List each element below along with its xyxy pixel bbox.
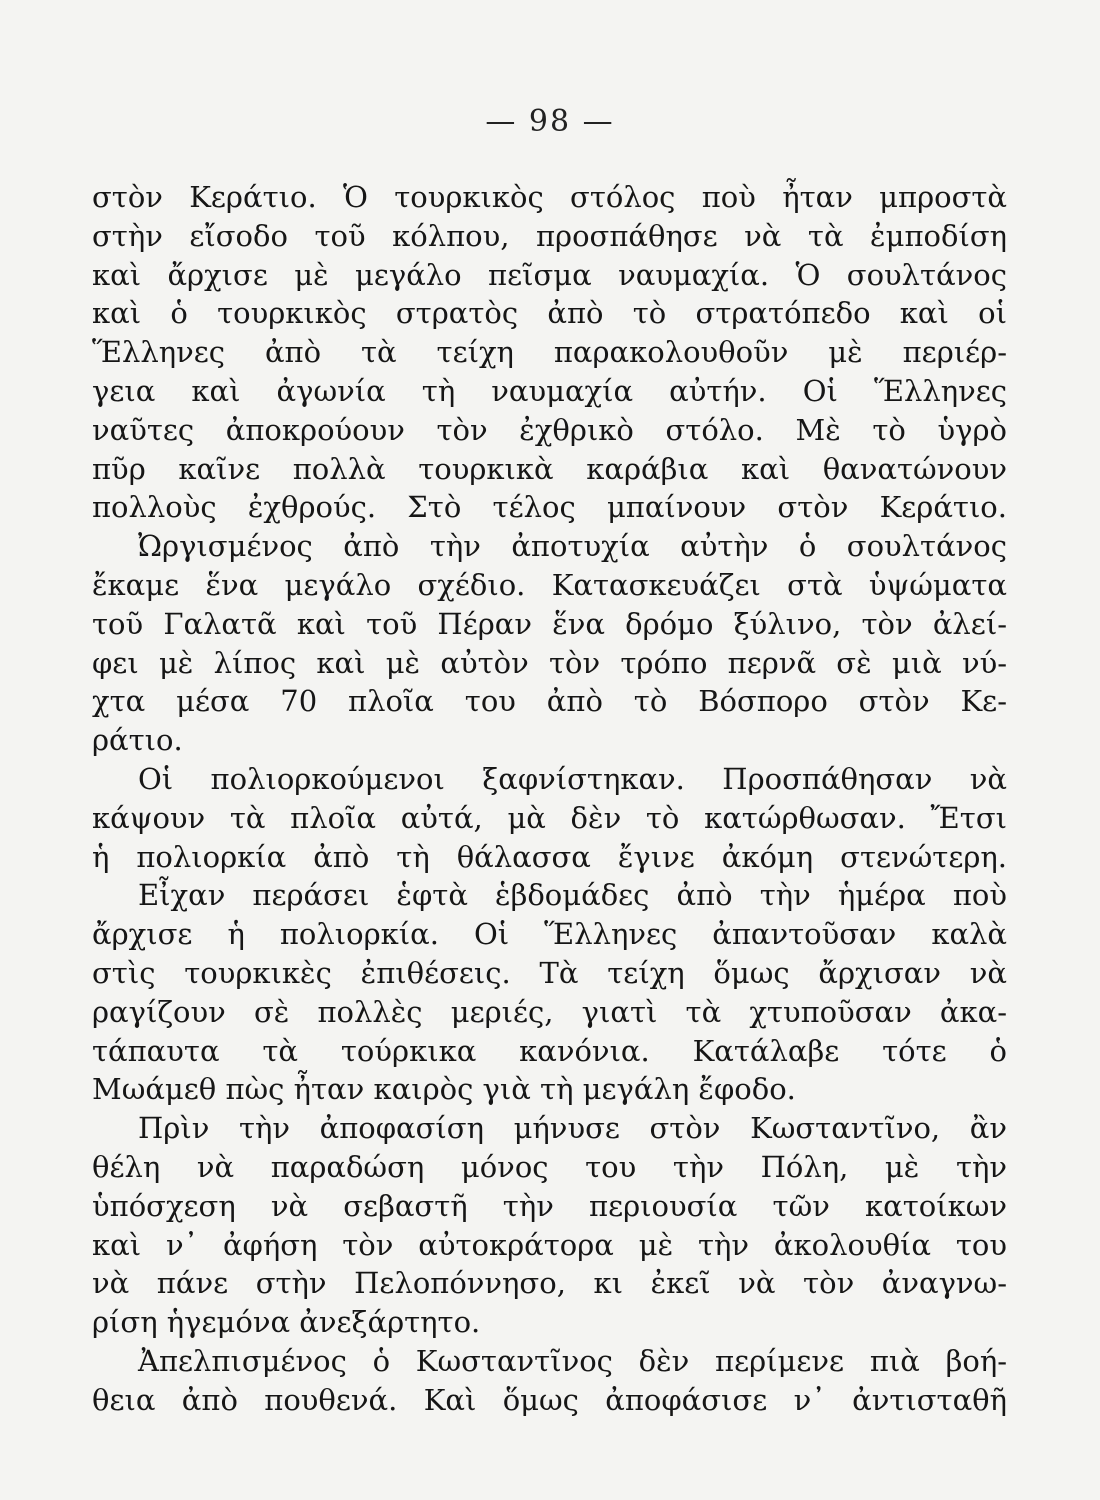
text-line: γεια καὶ ἀγωνία τὴ ναυμαχία αὐτήν. Οἱ Ἕλληνες xyxy=(92,373,1007,408)
text-line: ραγίζουν σὲ πολλὲς μεριές, γιατὶ τὰ χτυποῦσαν ἀκα- xyxy=(92,994,1007,1029)
text-line: Πρὶν τὴν ἀποφασίση μήνυσε στὸν Κωσταντῖνο, ἂν xyxy=(138,1111,1007,1146)
text-line: στὸν Κεράτιο. Ὁ τουρκικὸς στόλος ποὺ ἦταν μπροστὰ xyxy=(92,180,1007,214)
text-line: χτα μέσα 70 πλοῖα του ἀπὸ τὸ Βόσπορο στὸν Κε- xyxy=(92,684,1007,719)
text-line: ναῦτες ἀποκρούουν τὸν ἐχθρικὸ στόλο. Μὲ τὸ ὑγρὸ xyxy=(92,412,1007,447)
text-line: καὶ ἄρχισε μὲ μεγάλο πεῖσμα ναυμαχία. Ὁ σουλτάνος xyxy=(92,257,1007,292)
text-line: πολλοὺς ἐχθρούς. Στὸ τέλος μπαίνουν στὸν Κεράτιο. xyxy=(92,490,1007,525)
text-line: Εἶχαν περάσει ἑφτὰ ἑβδομάδες ἀπὸ τὴν ἡμέρα ποὺ xyxy=(138,878,1007,913)
text-line: ρίση ἡγεμόνα ἀνεξάρτητο. xyxy=(92,1305,481,1340)
text-line: Μωάμεθ πὼς ἦταν καιρὸς γιὰ τὴ μεγάλη ἔφοδο. xyxy=(92,1072,796,1107)
page-number: — 98 — xyxy=(485,104,615,139)
text-line: καὶ ν᾿ ἀφήση τὸν αὐτοκράτορα μὲ τὴν ἀκολουθία του xyxy=(92,1227,1007,1262)
text-line: τάπαυτα τὰ τούρκικα κανόνια. Κατάλαβε τότε ὁ xyxy=(92,1033,1007,1068)
text-line: πῦρ καῖνε πολλὰ τουρκικὰ καράβια καὶ θανατώνουν xyxy=(92,451,1007,486)
text-line: ὑπόσχεση νὰ σεβαστῆ τὴν περιουσία τῶν κατοίκων xyxy=(92,1188,1007,1223)
text-line: ἄρχισε ἡ πολιορκία. Οἱ Ἕλληνες ἀπαντοῦσαν καλὰ xyxy=(92,917,1007,952)
body-text xyxy=(92,178,1007,1420)
text-line: κάψουν τὰ πλοῖα αὐτά, μὰ δὲν τὸ κατώρθωσαν. Ἔτσι xyxy=(92,800,1007,835)
text-line: Ἀπελπισμένος ὁ Κωσταντῖνος δὲν περίμενε πιὰ βοή- xyxy=(138,1343,1007,1378)
text-line: Ὠργισμένος ἀπὸ τὴν ἀποτυχία αὐτὴν ὁ σουλτάνος xyxy=(138,529,1007,564)
text-line: θεια ἀπὸ πουθενά. Καὶ ὅμως ἀποφάσισε ν᾿ ἀντισταθῆ xyxy=(92,1382,1007,1417)
text-line: τοῦ Γαλατᾶ καὶ τοῦ Πέραν ἕνα δρόμο ξύλινο, τὸν ἀλεί- xyxy=(92,606,1007,641)
text-line: στὶς τουρκικὲς ἐπιθέσεις. Τὰ τείχη ὅμως ἄρχισαν νὰ xyxy=(92,955,1007,990)
text-line: καὶ ὁ τουρκικὸς στρατὸς ἀπὸ τὸ στρατόπεδο καὶ οἱ xyxy=(92,296,1007,331)
text-line: στὴν εἴσοδο τοῦ κόλπου, προσπάθησε νὰ τὰ ἐμποδίση xyxy=(92,218,1007,253)
text-line: ἔκαμε ἕνα μεγάλο σχέδιο. Κατασκευάζει στὰ ὑψώματα xyxy=(92,567,1007,602)
text-line: θέλη νὰ παραδώση μόνος του τὴν Πόλη, μὲ τὴν xyxy=(92,1149,1007,1184)
text-line: ἡ πολιορκία ἀπὸ τὴ θάλασσα ἔγινε ἀκόμη στενώτερη. xyxy=(92,839,1007,874)
text-line: Ἕλληνες ἀπὸ τὰ τείχη παρακολουθοῦν μὲ περιέρ- xyxy=(92,335,1007,370)
text-line: νὰ πάνε στὴν Πελοπόννησο, κι ἐκεῖ νὰ τὸν ἀναγνω- xyxy=(92,1266,1007,1301)
text-line: φει μὲ λίπος καὶ μὲ αὐτὸν τὸν τρόπο περνᾶ σὲ μιὰ νύ- xyxy=(92,645,1007,680)
text-line: Οἱ πολιορκούμενοι ξαφνίστηκαν. Προσπάθησαν νὰ xyxy=(138,761,1007,796)
text-line: ράτιο. xyxy=(92,723,183,758)
